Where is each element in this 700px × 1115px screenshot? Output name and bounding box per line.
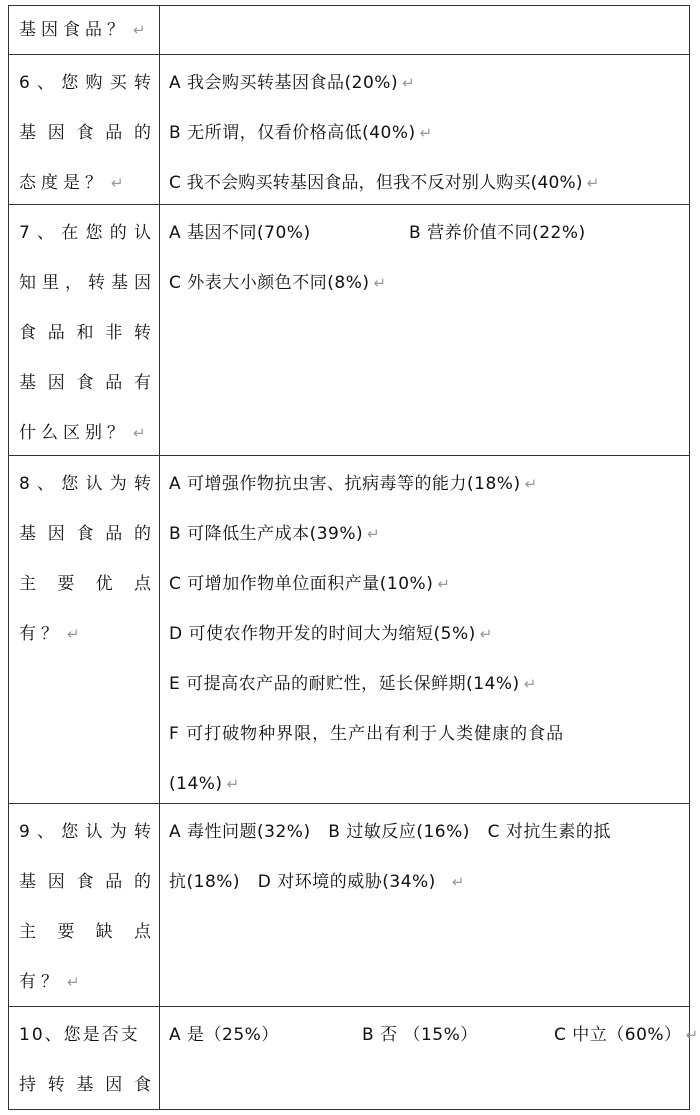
answer-option: B 否 （15%） [362, 1025, 478, 1045]
answer-option: A 是（25%） [169, 1025, 279, 1045]
answer-option: 抗(18%) D 对环境的威胁(34%) ↵ [169, 872, 465, 892]
row-divider [9, 54, 689, 55]
question-line: 食品和非转 [19, 323, 151, 343]
question-line: 知里，转基因 [19, 273, 151, 293]
answer-option: A 基因不同(70%) [169, 223, 311, 243]
row-divider [9, 1006, 689, 1007]
question-line: 有？ ↵ [19, 972, 80, 992]
question-line: 有？ ↵ [19, 624, 80, 644]
question-line: 8、您认为转 [19, 474, 151, 494]
answer-option: B 营养价值不同(22%) [409, 223, 586, 243]
answer-option: F 可打破物种界限，生产出有利于人类健康的食品 [169, 724, 565, 744]
question-line: 态度是？ ↵ [19, 173, 124, 193]
question-line: 7、在您的认 [19, 223, 151, 243]
question-line: 基因食品的 [19, 524, 151, 544]
answer-option: D 可使农作物开发的时间大为缩短(5%) ↵ [169, 624, 493, 644]
answer-option: C 我不会购买转基因食品，但我不反对别人购买(40%) ↵ [169, 173, 600, 193]
row-divider [9, 455, 689, 456]
column-divider [159, 6, 160, 1109]
row-divider [9, 204, 689, 205]
answer-option: B 无所谓，仅看价格高低(40%) ↵ [169, 123, 433, 143]
survey-table [8, 5, 699, 1110]
answer-option: A 可增强作物抗虫害、抗病毒等的能力(18%) ↵ [169, 474, 538, 494]
answer-option: C 可增加作物单位面积产量(10%) ↵ [169, 574, 450, 594]
question-line: 基因食品？ ↵ [19, 20, 146, 40]
question-line: 基因食品的 [19, 123, 151, 143]
question-line: 持转基因食 [19, 1075, 151, 1095]
answer-option: (14%) ↵ [169, 774, 240, 794]
answer-option: E 可提高农产品的耐贮性，延长保鲜期(14%) ↵ [169, 674, 537, 694]
question-line: 9、您认为转 [19, 822, 151, 842]
question-line: 基因食品的 [19, 872, 151, 892]
question-line: 6、您购买转 [19, 73, 151, 93]
question-line: 什么区别？ ↵ [19, 423, 146, 443]
question-line: 10、您是否支 [19, 1025, 140, 1045]
answer-option: C 中立（60%） ↵ [554, 1025, 699, 1045]
row-divider [9, 803, 689, 804]
question-line: 主要优点 [19, 574, 151, 594]
question-line: 基因食品有 [19, 373, 151, 393]
answer-option: B 可降低生产成本(39%) ↵ [169, 524, 380, 544]
answer-option: C 外表大小颜色不同(8%) ↵ [169, 273, 387, 293]
answer-option: A 我会购买转基因食品(20%) ↵ [169, 73, 415, 93]
answer-option: A 毒性问题(32%) B 过敏反应(16%) C 对抗生素的抵 [169, 822, 611, 842]
question-line: 主要缺点 [19, 922, 151, 942]
